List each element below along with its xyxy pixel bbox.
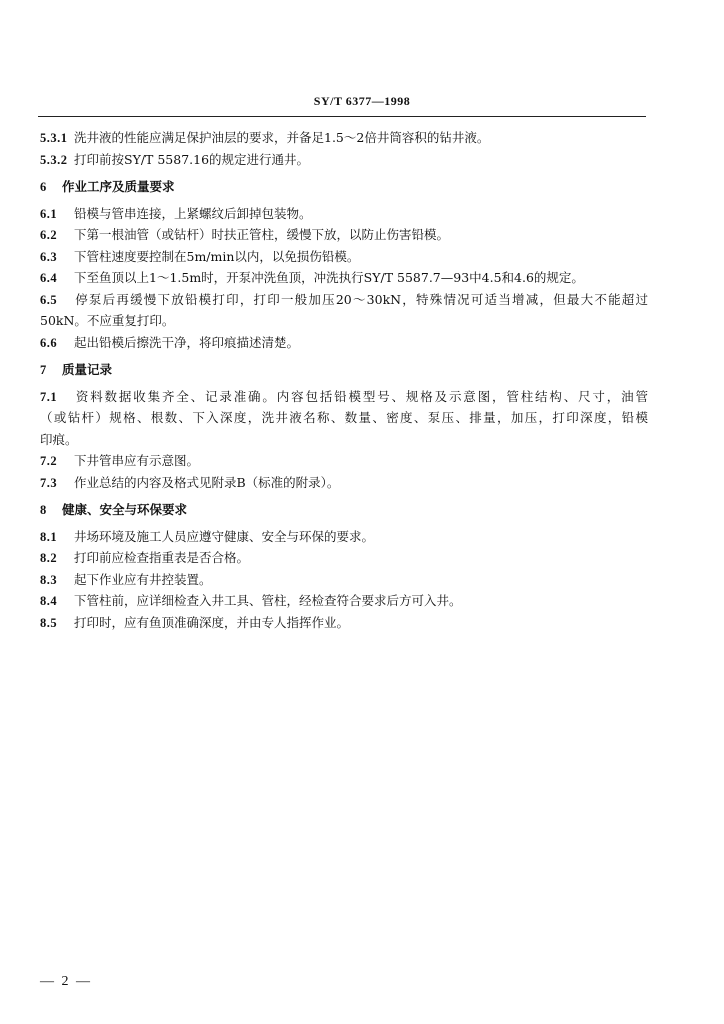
clause-text: 下第一根油管（或钻杆）时扶正管柱，缓慢下放，以防止伤害铅模。 — [74, 227, 450, 242]
clause-8-1 — [40, 526, 648, 548]
clause-text-continued: （或钻杆）规格、根数、下入深度，洗井液名称、数量、密度、泵压、排量，加压，打印深度，铅模 — [40, 410, 648, 425]
clause-text: 铅模与管串连接，上紧螺纹后卸掉包装物。 — [74, 205, 312, 221]
clause-text: 下管柱速度要控制在5m/min以内，以免损伤铅模。 — [74, 248, 360, 264]
section-title: 健康、安全与环保要求 — [62, 502, 188, 517]
clause-text: 下井管串应有示意图。 — [74, 453, 200, 468]
clause-text: 井场环境及施工人员应遵守健康、安全与环保的要求。 — [74, 528, 375, 544]
section-number: 8 — [40, 503, 47, 517]
clause-text: 起下作业应有井控装置。 — [74, 571, 212, 587]
clause-text: 停泵后再缓慢下放铅模打印，打印一般加压20～30kN，特殊情况可适当增减，但最大不能超过 — [74, 291, 648, 307]
clause-number: 6.2 — [40, 228, 58, 242]
section-title: 作业工序及质量要求 — [62, 179, 175, 194]
clause-8-2 — [40, 547, 648, 569]
clause-number: 8.4 — [40, 594, 58, 608]
document-body — [40, 127, 648, 633]
section-heading-7 — [40, 359, 648, 381]
clause-number: 6.4 — [40, 271, 58, 285]
clause-number: 8.1 — [40, 529, 58, 544]
clause-6-3 — [40, 246, 648, 268]
page-number: — 2 — — [40, 974, 92, 989]
clause-7-1 — [40, 386, 648, 408]
clause-text: 打印前应检查指重表是否合格。 — [74, 550, 250, 565]
section-number: 7 — [40, 363, 47, 377]
header-rule — [38, 116, 646, 117]
clause-text: 洗井液的性能应满足保护油层的要求，并备足1.5～2倍井筒容积的钻井液。 — [74, 130, 490, 145]
clause-7-1-continued-2 — [40, 429, 648, 451]
clause-text: 下管柱前，应详细检查入井工具、管柱，经检查符合要求后方可入井。 — [74, 593, 462, 608]
clause-6-6 — [40, 332, 648, 354]
clause-number: 6.6 — [40, 335, 58, 350]
clause-number: 7.2 — [40, 454, 58, 468]
standard-code-header: SY/T 6377—1998 — [313, 94, 411, 108]
clause-number: 8.2 — [40, 551, 58, 565]
clause-5-3-1 — [40, 127, 648, 149]
section-title: 质量记录 — [62, 362, 113, 377]
clause-8-5 — [40, 612, 648, 634]
clause-text: 下至鱼顶以上1～1.5m时，开泵冲洗鱼顶，冲洗执行SY/T 5587.7—93中4.5和4.6的规定。 — [74, 270, 584, 285]
clause-text: 资料数据收集齐全、记录准确。内容包括铅模型号、规格及示意图，管柱结构、尺寸，油管 — [74, 388, 648, 404]
clause-number: 6.3 — [40, 249, 58, 264]
clause-8-3 — [40, 569, 648, 591]
clause-7-1-continued — [40, 407, 648, 429]
clause-number: 8.3 — [40, 572, 58, 587]
clause-6-2 — [40, 224, 648, 246]
clause-7-3 — [40, 472, 648, 494]
clause-7-2 — [40, 450, 648, 472]
clause-text: 起出铅模后擦洗干净，将印痕描述清楚。 — [74, 334, 300, 350]
clause-6-5-continued — [40, 310, 648, 332]
clause-6-4 — [40, 267, 648, 289]
clause-number: 5.3.2 — [40, 152, 68, 167]
clause-text: 作业总结的内容及格式见附录B（标准的附录）。 — [74, 474, 340, 490]
clause-text-continued: 50kN。不应重复打印。 — [40, 313, 175, 328]
clause-text: 打印时，应有鱼顶准确深度，并由专人指挥作业。 — [74, 614, 350, 630]
clause-number: 8.5 — [40, 615, 58, 630]
clause-8-4 — [40, 590, 648, 612]
clause-text-continued: 印痕。 — [40, 431, 78, 447]
clause-number: 5.3.1 — [40, 131, 68, 145]
clause-6-1 — [40, 203, 648, 225]
section-heading-6 — [40, 176, 648, 198]
clause-number: 6.5 — [40, 292, 58, 307]
clause-number: 7.1 — [40, 389, 58, 404]
clause-text: 打印前按SY/T 5587.16的规定进行通井。 — [74, 151, 310, 167]
clause-6-5 — [40, 289, 648, 311]
section-number: 6 — [40, 180, 47, 194]
clause-5-3-2 — [40, 149, 648, 171]
clause-number: 7.3 — [40, 475, 58, 490]
section-heading-8 — [40, 499, 648, 521]
clause-number: 6.1 — [40, 206, 58, 221]
